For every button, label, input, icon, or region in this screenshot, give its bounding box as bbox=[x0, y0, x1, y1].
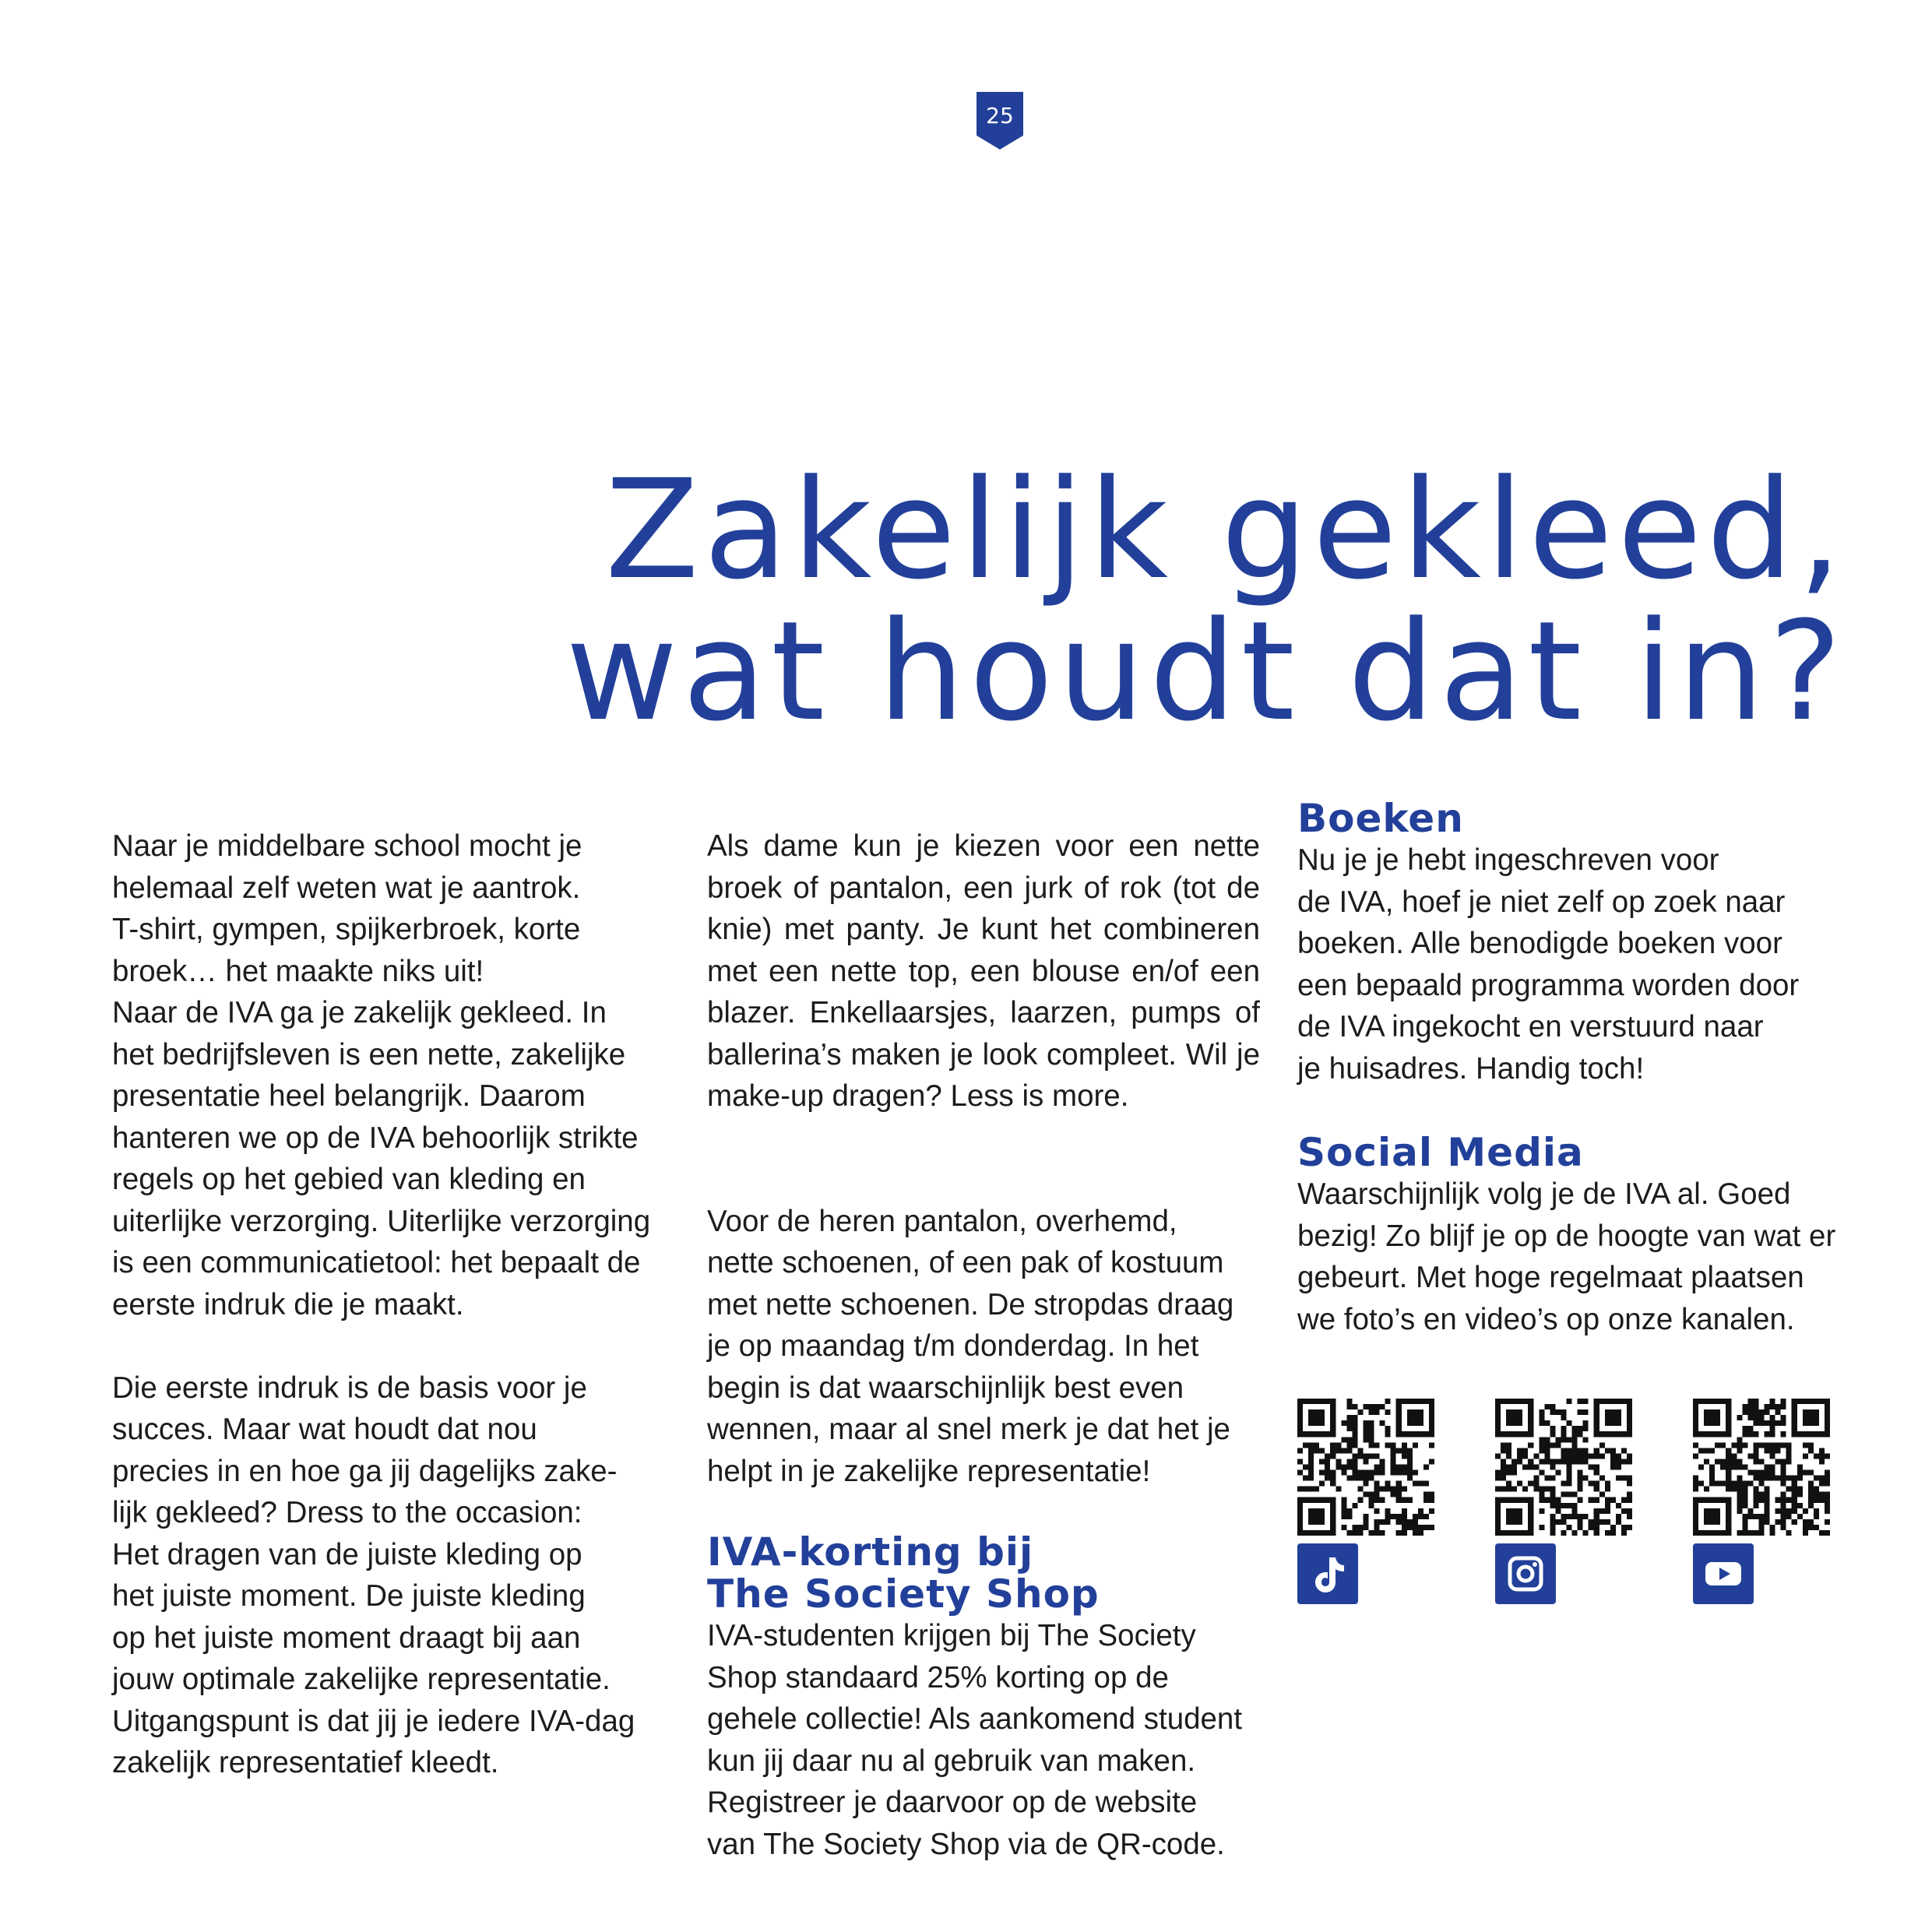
intro-line: broek… het maakte niks uit! bbox=[112, 954, 484, 988]
page-number-badge bbox=[975, 90, 1025, 151]
instagram-icon[interactable] bbox=[1495, 1543, 1556, 1604]
body-line: Het dragen van de juiste kleding op bbox=[112, 1537, 582, 1571]
body-line: succes. Maar wat houdt dat nou bbox=[112, 1413, 537, 1446]
korting-line: kun jij daar nu al gebruik van maken. bbox=[707, 1744, 1196, 1778]
body-line: zakelijk representatief kleedt. bbox=[112, 1746, 499, 1779]
tiktok-qr-block[interactable] bbox=[1297, 1399, 1438, 1536]
social-qr-row bbox=[1297, 1399, 1842, 1617]
instagram-qr-block[interactable] bbox=[1495, 1399, 1635, 1536]
korting-line: gehele collectie! Als aankomend student bbox=[707, 1702, 1243, 1736]
youtube-qr-block[interactable] bbox=[1693, 1399, 1833, 1536]
tiktok-icon[interactable] bbox=[1297, 1543, 1358, 1604]
mens-line: helpt in je zakelijke representatie! bbox=[707, 1454, 1151, 1488]
column-3 bbox=[1297, 797, 1858, 1340]
intro-line: hanteren we op de IVA behoorlijk strikte bbox=[112, 1121, 639, 1155]
ladies-dress-code-paragraph: Als dame kun je kiezen voor een nette broek of pantalon, een jurk of rok (tot de knie) met panty. Je kunt het combineren met een nette top, een blouse en/of een blazer. Enkellaarsjes, laarzen, pumps of ballerina’s maken je look compleet. Wil je make-up dragen? Less is more. bbox=[707, 829, 1260, 1113]
korting-line: Shop standaard 25% korting op de bbox=[707, 1660, 1169, 1694]
boeken-line: Nu je je hebt ingeschreven voor bbox=[1297, 843, 1719, 877]
mens-line: begin is dat waarschijnlijk best even bbox=[707, 1371, 1184, 1405]
youtube-icon[interactable] bbox=[1693, 1543, 1754, 1604]
body-line: jouw optimale zakelijke representatie. bbox=[112, 1663, 611, 1696]
boeken-line: de IVA, hoef je niet zelf op zoek naar bbox=[1297, 885, 1786, 919]
boeken-heading: Boeken bbox=[1297, 796, 1464, 841]
body-line: Die eerste indruk is de basis voor je bbox=[112, 1371, 587, 1405]
body-line: lijk gekleed? Dress to the occasion: bbox=[112, 1496, 582, 1529]
intro-line: helemaal zelf weten wat je aantrok. bbox=[112, 871, 581, 905]
intro-line: het bedrijfsleven is een nette, zakelijke bbox=[112, 1037, 626, 1072]
youtube-qr-code[interactable] bbox=[1693, 1399, 1830, 1536]
korting-line: IVA-studenten krijgen bij The Society bbox=[707, 1619, 1196, 1652]
body-line: precies in en hoe ga jij dagelijks zake- bbox=[112, 1454, 618, 1488]
intro-line: regels op het gebied van kleding en bbox=[112, 1163, 586, 1196]
intro-line: Naar je middelbare school mocht je bbox=[112, 829, 582, 863]
boeken-line: de IVA ingekocht en verstuurd naar bbox=[1297, 1010, 1764, 1043]
page-number: 25 bbox=[986, 103, 1014, 128]
boeken-line: je huisadres. Handig toch! bbox=[1297, 1051, 1645, 1086]
column-2 bbox=[707, 825, 1260, 1865]
boeken-line: boeken. Alle benodigde boeken voor bbox=[1297, 927, 1782, 960]
page-title-line-2: wat houdt dat in? bbox=[565, 592, 1846, 751]
body-line: Uitgangspunt is dat jij je iedere IVA-dag bbox=[112, 1704, 635, 1738]
intro-line: T-shirt, gympen, spijkerbroek, korte bbox=[112, 913, 581, 946]
korting-line: Registreer je daarvoor op de website bbox=[707, 1786, 1198, 1819]
korting-heading-line: IVA-korting bij bbox=[707, 1529, 1034, 1575]
intro-line: Naar de IVA ga je zakelijk gekleed. In bbox=[112, 996, 607, 1029]
korting-line: van The Society Shop via de QR-code. bbox=[707, 1827, 1225, 1861]
intro-line: uiterlijke verzorging. Uiterlijke verzorging bbox=[112, 1204, 651, 1238]
boeken-line: een bepaald programma worden door bbox=[1297, 968, 1800, 1002]
social-media-heading: Social Media bbox=[1297, 1130, 1584, 1175]
page-title bbox=[565, 450, 1846, 751]
social-line: gebeurt. Met hoge regelmaat plaatsen bbox=[1297, 1261, 1804, 1294]
korting-heading-line: The Society Shop bbox=[707, 1571, 1100, 1617]
body-line: het juiste moment. De juiste kleding bbox=[112, 1579, 586, 1613]
social-line: we foto’s en video’s op onze kanalen. bbox=[1297, 1302, 1795, 1336]
social-line: bezig! Zo blijf je op de hoogte van wat er bbox=[1297, 1219, 1836, 1253]
intro-line: eerste indruk die je maakt. bbox=[112, 1287, 464, 1321]
intro-line: presentatie heel belangrijk. Daarom bbox=[112, 1079, 586, 1113]
intro-line: is een communicatietool: het bepaalt de bbox=[112, 1246, 641, 1279]
mens-line: je op maandag t/m donderdag. In het bbox=[707, 1329, 1199, 1363]
social-line: Waarschijnlijk volg je de IVA al. Goed bbox=[1297, 1177, 1791, 1211]
mens-line: met nette schoenen. De stropdas draag bbox=[707, 1287, 1234, 1321]
mens-line: Voor de heren pantalon, overhemd, bbox=[707, 1204, 1177, 1238]
korting-heading bbox=[707, 1531, 1260, 1615]
tiktok-qr-code[interactable] bbox=[1297, 1399, 1434, 1536]
mens-line: nette schoenen, of een pak of kostuum bbox=[707, 1246, 1224, 1279]
instagram-qr-code[interactable] bbox=[1495, 1399, 1632, 1536]
mens-line: wennen, maar al snel merk je dat het je bbox=[707, 1413, 1230, 1446]
body-line: op het juiste moment draagt bij aan bbox=[112, 1621, 581, 1655]
column-1 bbox=[112, 825, 673, 1784]
page-title-line-1: Zakelijk gekleed, bbox=[605, 450, 1846, 610]
